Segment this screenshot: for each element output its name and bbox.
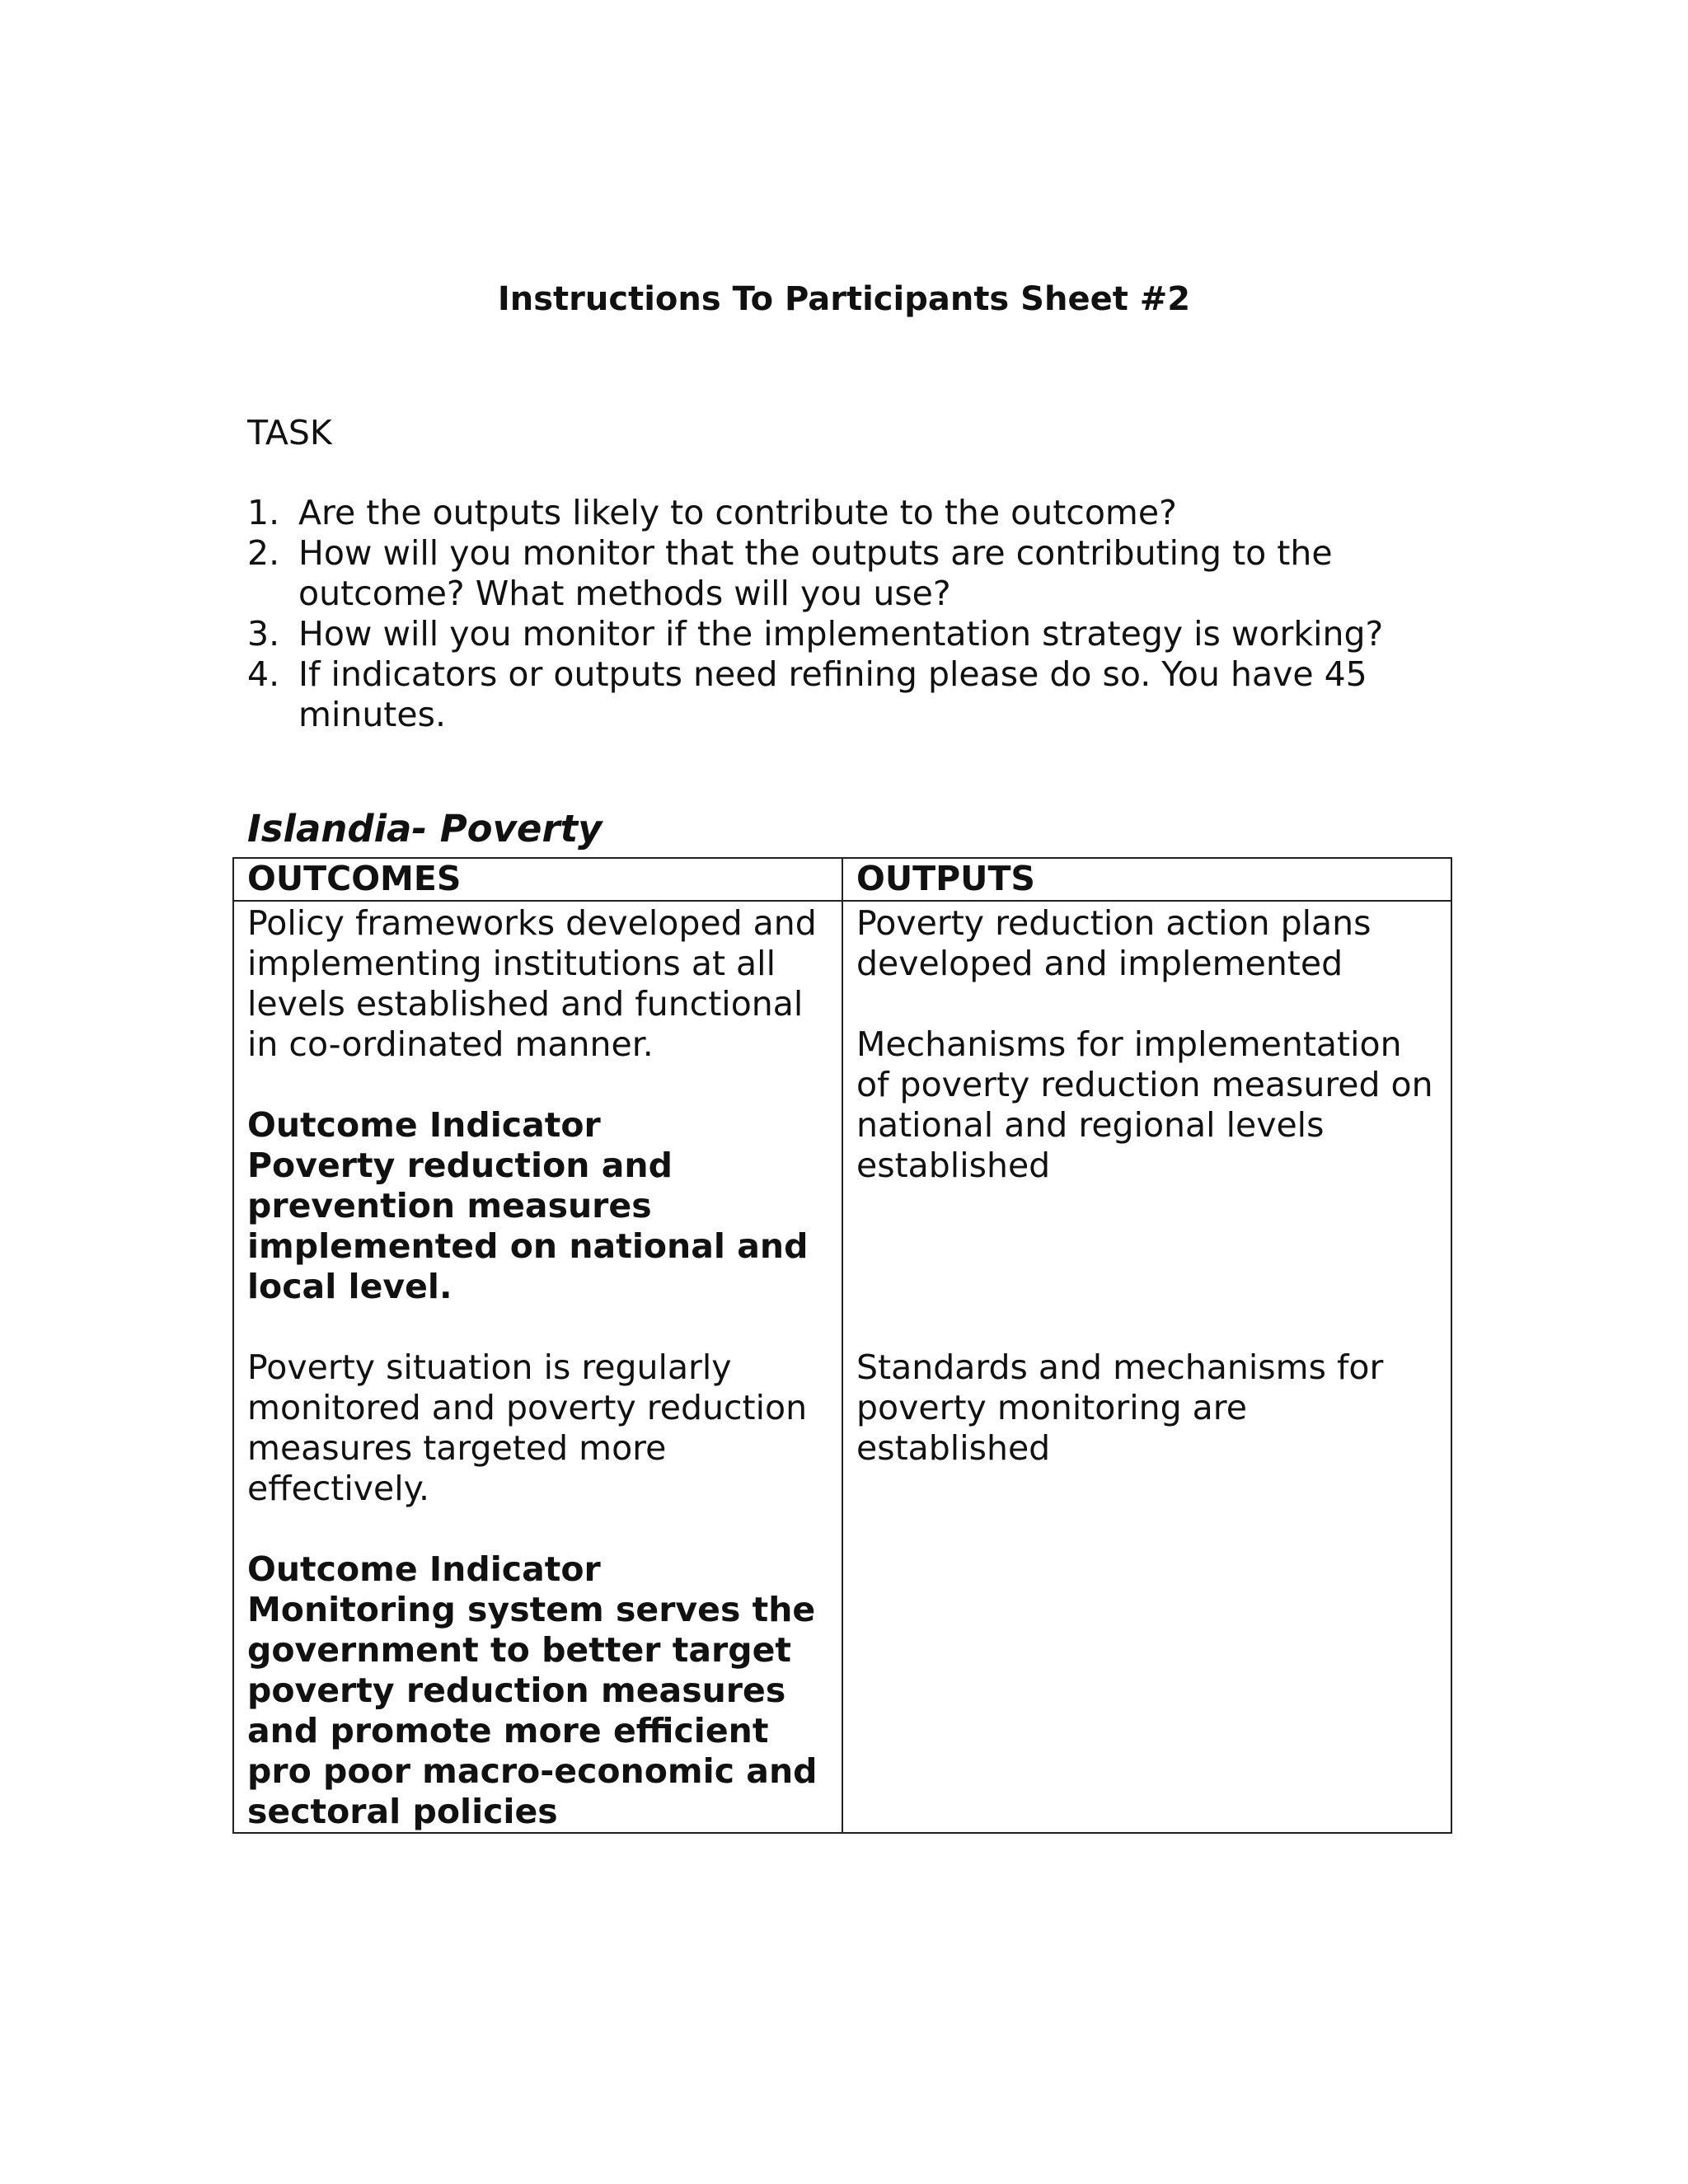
outputs-cell bbox=[842, 901, 1451, 1833]
task-item-text: How will you monitor if the implementation strategy is working? bbox=[298, 614, 1384, 654]
spacer bbox=[247, 1509, 828, 1549]
page-title: Instructions To Participants Sheet #2 bbox=[497, 280, 1191, 318]
task-item bbox=[247, 533, 1434, 614]
task-item-text: How will you monitor that the outputs are contributing to the outcome? What methods will you use? bbox=[298, 533, 1333, 613]
outcome-indicator-text: Poverty reduction and prevention measures implemented on national and local level. bbox=[247, 1146, 809, 1306]
outcome-text: Poverty situation is regularly monitored and poverty reduction measures targeted more effectively. bbox=[247, 1347, 808, 1508]
task-item-text: Are the outputs likely to contribute to the outcome? bbox=[298, 493, 1177, 532]
outcome-indicator-label: Outcome Indicator bbox=[247, 1549, 601, 1589]
task-item bbox=[247, 654, 1434, 735]
task-item-number: 3. bbox=[247, 614, 280, 654]
outcomes-outputs-table bbox=[232, 857, 1452, 1834]
spacer bbox=[247, 1065, 828, 1105]
task-item bbox=[247, 493, 1434, 533]
task-item-number: 2. bbox=[247, 533, 280, 573]
task-item bbox=[247, 614, 1434, 654]
task-list bbox=[247, 493, 1434, 735]
task-item-number: 4. bbox=[247, 654, 280, 694]
section-title: Islandia- Poverty bbox=[247, 807, 603, 851]
task-item-text: If indicators or outputs need refining please do so. You have 45 minutes. bbox=[298, 654, 1367, 734]
table-row bbox=[233, 901, 1451, 1833]
spacer bbox=[247, 1307, 828, 1347]
task-heading: TASK bbox=[247, 413, 332, 452]
task-item-number: 1. bbox=[247, 493, 280, 532]
outcomes-column-header: OUTCOMES bbox=[233, 858, 842, 901]
spacer bbox=[856, 1186, 1437, 1347]
spacer bbox=[856, 984, 1437, 1024]
outcome-indicator-label: Outcome Indicator bbox=[247, 1105, 601, 1145]
outcomes-cell bbox=[233, 901, 842, 1833]
outcome-indicator-text: Monitoring system serves the government to better target poverty reduction measures and promote more efficient pro poor macro-economic and sectoral policies bbox=[247, 1590, 818, 1831]
table-header-row bbox=[233, 858, 1451, 901]
output-text: Poverty reduction action plans developed and implemented bbox=[856, 903, 1372, 983]
outputs-column-header: OUTPUTS bbox=[842, 858, 1451, 901]
output-text: Standards and mechanisms for poverty monitoring are established bbox=[856, 1347, 1384, 1468]
outcome-text: Policy frameworks developed and implementing institutions at all levels established and functional in co-ordinated manner. bbox=[247, 903, 817, 1064]
output-text: Mechanisms for implementation of poverty reduction measured on national and regional levels established bbox=[856, 1024, 1433, 1185]
